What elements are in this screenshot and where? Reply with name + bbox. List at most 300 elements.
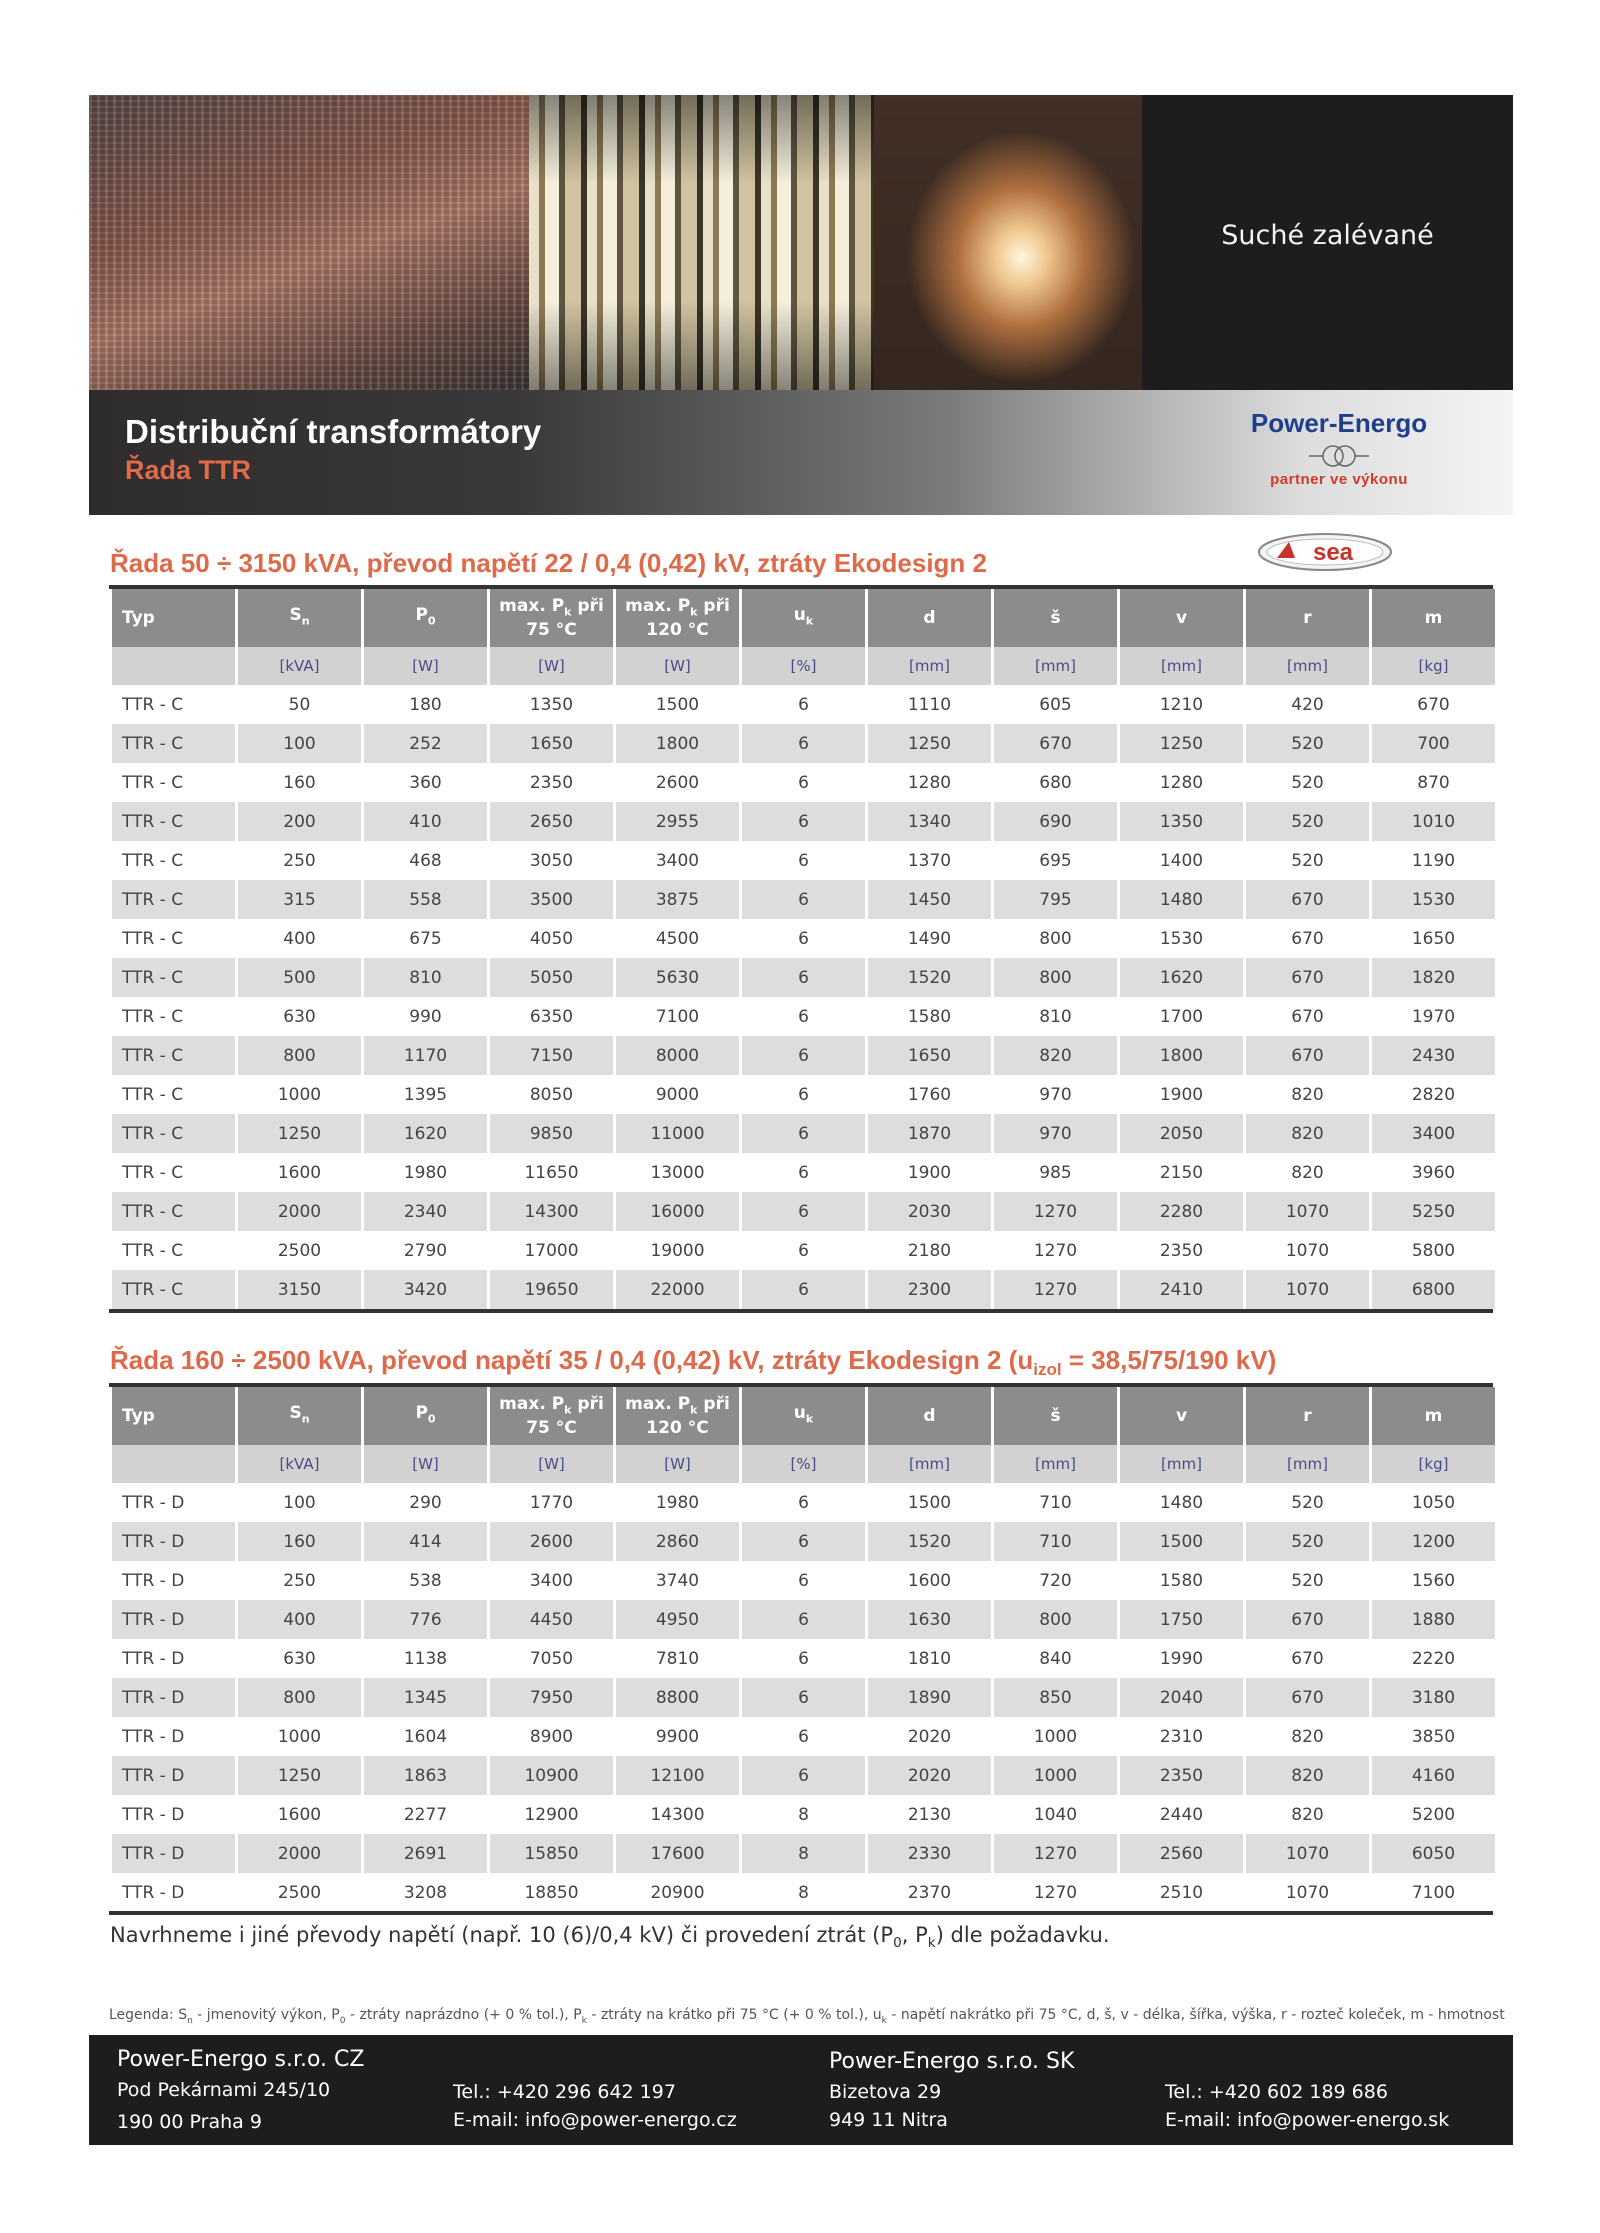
column-header: $P_0$: [364, 589, 487, 647]
column-header: $u_k$: [742, 589, 865, 647]
value-cell: 820: [1291, 1804, 1324, 1825]
value-cell: 1650: [490, 724, 613, 763]
column-header: $S_n$: [238, 589, 361, 647]
value-cell: 6: [742, 724, 865, 763]
value-cell: 520: [1291, 1570, 1324, 1591]
sk-city: 949 11 Nitra: [829, 2109, 948, 2131]
value-cell: 2220: [1411, 1648, 1456, 1669]
value-cell: 1600: [277, 1804, 322, 1825]
value-cell: 1070: [1285, 1882, 1330, 1903]
value-cell: 6: [742, 802, 865, 841]
value-cell: 3850: [1411, 1726, 1456, 1747]
value-cell: 3960: [1411, 1162, 1456, 1183]
value-cell: 1280: [1159, 772, 1204, 793]
value-cell: 9000: [655, 1084, 700, 1105]
value-cell: 1000: [277, 1726, 322, 1747]
value-cell: 6: [798, 1162, 809, 1183]
type-cell: TTR - D: [112, 1678, 235, 1717]
title-band: [89, 390, 1513, 515]
value-cell: 2370: [907, 1882, 952, 1903]
value-cell: 1040: [1033, 1804, 1078, 1825]
series-subtitle: Řada TTR: [125, 455, 252, 485]
value-cell: 6: [742, 880, 865, 919]
value-cell: 6: [742, 1678, 865, 1717]
table-row: [112, 1036, 1495, 1075]
value-cell: 468: [409, 850, 442, 871]
value-cell: 6: [798, 1726, 809, 1747]
value-cell: 8: [798, 1804, 809, 1825]
value-cell: 6: [798, 1492, 809, 1513]
value-cell: 795: [994, 880, 1117, 919]
sk-phone: Tel.: +420 602 189 686: [1165, 2081, 1388, 2103]
value-cell: 1370: [907, 850, 952, 871]
cz-city: 190 00 Praha 9: [117, 2111, 262, 2133]
value-cell: 6: [798, 1006, 809, 1027]
value-cell: 100: [238, 724, 361, 763]
value-cell: 13000: [650, 1162, 705, 1183]
value-cell: 2350: [529, 772, 574, 793]
value-cell: 1520: [868, 958, 991, 997]
value-cell: 400: [238, 1600, 361, 1639]
value-cell: 414: [364, 1522, 487, 1561]
value-cell: 8050: [529, 1084, 574, 1105]
value-cell: 695: [1039, 850, 1072, 871]
cz-email[interactable]: E-mail: info@power-energo.cz: [453, 2109, 737, 2131]
value-cell: 7050: [529, 1648, 574, 1669]
value-cell: 700: [1372, 724, 1495, 763]
legend-text: Legenda: $S_n$ - jmenovitý výkon, $P_0$ - ztráty naprázdno (+ 0 % tol.), $P_k$ - ztráty na krátko při 75 °C (+ 0 % tol.), $u_k$ - napětí nakrátko při 75 °C, d, š, v - délka, šířka, výška, r - rozteč koleček, m - hmotnost: [109, 2007, 1505, 2026]
value-cell: 2050: [1120, 1114, 1243, 1153]
value-cell: 22000: [616, 1270, 739, 1309]
value-cell: 1250: [238, 1114, 361, 1153]
value-cell: 1270: [994, 1834, 1117, 1873]
value-cell: 1280: [907, 772, 952, 793]
type-cell: TTR - C: [122, 772, 184, 793]
value-cell: 4050: [529, 928, 574, 949]
value-cell: 1010: [1372, 802, 1495, 841]
value-cell: 1520: [868, 1522, 991, 1561]
unit-cell: [W]: [490, 1445, 613, 1483]
value-cell: 558: [364, 880, 487, 919]
column-header: š: [994, 589, 1117, 647]
unit-cell: [kg]: [1372, 1445, 1495, 1483]
column-header: max. $P_k$ při 120 °C: [616, 589, 739, 647]
table-row: [112, 1192, 1495, 1231]
type-cell: TTR - C: [112, 1036, 235, 1075]
value-cell: 2440: [1159, 1804, 1204, 1825]
value-cell: 1270: [994, 1270, 1117, 1309]
table-row: [112, 1639, 1495, 1678]
value-cell: 1630: [868, 1600, 991, 1639]
column-header: max. $P_k$ při 120 °C: [616, 1387, 739, 1445]
table-row: [112, 919, 1495, 958]
type-cell: TTR - C: [112, 958, 235, 997]
value-cell: 252: [364, 724, 487, 763]
value-cell: 1050: [1411, 1492, 1456, 1513]
column-header: max. $P_k$ při 75 °C: [490, 589, 613, 647]
column-header: $S_n$: [238, 1387, 361, 1445]
value-cell: 1700: [1159, 1006, 1204, 1027]
value-cell: 5630: [616, 958, 739, 997]
value-cell: 1990: [1159, 1648, 1204, 1669]
value-cell: 800: [994, 1600, 1117, 1639]
table2-heading: Řada 160 ÷ 2500 kVA, převod napětí 35 / 0,4 (0,42) kV, ztráty Ekodesign 2 ($u_{izol} = 38,5/75/190$ kV): [110, 1345, 1277, 1380]
type-cell: TTR - D: [112, 1756, 235, 1795]
value-cell: 6: [742, 1522, 865, 1561]
value-cell: 4160: [1372, 1756, 1495, 1795]
cz-street: Pod Pekárnami 245/10: [117, 2079, 331, 2101]
units-row: [112, 647, 1495, 685]
table-row: [112, 958, 1495, 997]
value-cell: 1604: [403, 1726, 448, 1747]
value-cell: 2955: [616, 802, 739, 841]
value-cell: 6: [742, 1114, 865, 1153]
value-cell: 1810: [907, 1648, 952, 1669]
table-row: [112, 1600, 1495, 1639]
table-row: [112, 1153, 1495, 1192]
value-cell: 520: [1291, 850, 1324, 871]
value-cell: 3050: [529, 850, 574, 871]
value-cell: 6: [798, 1570, 809, 1591]
value-cell: 6350: [529, 1006, 574, 1027]
value-cell: 1500: [907, 1492, 952, 1513]
sk-email[interactable]: E-mail: info@power-energo.sk: [1165, 2109, 1450, 2131]
type-cell: TTR - C: [122, 1084, 184, 1105]
sk-street: Bizetova 29: [829, 2081, 942, 2103]
value-cell: 1900: [907, 1162, 952, 1183]
value-cell: 17600: [616, 1834, 739, 1873]
value-cell: 12900: [524, 1804, 579, 1825]
column-header: š: [994, 1387, 1117, 1445]
value-cell: 670: [1246, 958, 1369, 997]
brand-name: Power-Energo: [1250, 408, 1428, 438]
column-header: v: [1120, 1387, 1243, 1445]
value-cell: 1600: [907, 1570, 952, 1591]
value-cell: 1800: [1120, 1036, 1243, 1075]
type-cell: TTR - D: [122, 1570, 185, 1591]
value-cell: 3208: [403, 1882, 448, 1903]
value-cell: 810: [364, 958, 487, 997]
value-cell: 2430: [1372, 1036, 1495, 1075]
type-cell: TTR - D: [122, 1648, 185, 1669]
value-cell: 520: [1246, 1522, 1369, 1561]
column-header: max. $P_k$ při 75 °C: [490, 1387, 613, 1445]
value-cell: 8000: [616, 1036, 739, 1075]
unit-cell: [mm]: [1120, 647, 1243, 685]
footer-contacts: [89, 2035, 1513, 2145]
value-cell: 670: [1246, 1036, 1369, 1075]
value-cell: 9900: [655, 1726, 700, 1747]
value-cell: 2300: [868, 1270, 991, 1309]
value-cell: 520: [1291, 772, 1324, 793]
value-cell: 250: [283, 1570, 316, 1591]
page-title: Distribuční transformátory: [125, 413, 542, 450]
unit-cell: [W]: [616, 647, 739, 685]
value-cell: 2310: [1159, 1726, 1204, 1747]
value-cell: 2130: [907, 1804, 952, 1825]
value-cell: 1620: [364, 1114, 487, 1153]
value-cell: 1350: [1120, 802, 1243, 841]
value-cell: 670: [1291, 1006, 1324, 1027]
value-cell: 160: [283, 772, 316, 793]
value-cell: 670: [1246, 1678, 1369, 1717]
value-cell: 14300: [490, 1192, 613, 1231]
value-cell: 2600: [490, 1522, 613, 1561]
unit-cell: [W]: [364, 1445, 487, 1483]
value-cell: 6: [798, 1084, 809, 1105]
value-cell: 820: [1291, 1084, 1324, 1105]
value-cell: 630: [283, 1006, 316, 1027]
value-cell: 3400: [1372, 1114, 1495, 1153]
value-cell: 776: [364, 1600, 487, 1639]
value-cell: 6: [742, 1192, 865, 1231]
unit-cell: [mm]: [1246, 1445, 1369, 1483]
spec-table-c: [109, 589, 1498, 1309]
type-cell: TTR - C: [112, 1114, 235, 1153]
value-cell: 8900: [529, 1726, 574, 1747]
value-cell: 3875: [616, 880, 739, 919]
value-cell: 2340: [364, 1192, 487, 1231]
value-cell: 2510: [1159, 1882, 1204, 1903]
value-cell: 1880: [1372, 1600, 1495, 1639]
header-banner: [89, 95, 1513, 515]
value-cell: 1000: [994, 1756, 1117, 1795]
value-cell: 2020: [907, 1726, 952, 1747]
header-row: [112, 589, 1495, 647]
value-cell: 3400: [529, 1570, 574, 1591]
unit-cell: [112, 647, 235, 685]
value-cell: 19000: [650, 1240, 705, 1261]
value-cell: 1170: [364, 1036, 487, 1075]
brand-tagline: partner ve výkonu: [1270, 471, 1408, 488]
value-cell: 820: [1246, 1756, 1369, 1795]
unit-cell: [mm]: [1246, 647, 1369, 685]
value-cell: 1863: [364, 1756, 487, 1795]
value-cell: 3740: [655, 1570, 700, 1591]
value-cell: 50: [288, 694, 311, 715]
type-cell: TTR - C: [112, 802, 235, 841]
value-cell: 670: [1291, 1648, 1324, 1669]
value-cell: 6: [798, 1648, 809, 1669]
type-cell: TTR - D: [122, 1726, 185, 1747]
value-cell: 6: [742, 1600, 865, 1639]
table-row: [112, 1522, 1495, 1561]
type-cell: TTR - C: [122, 694, 184, 715]
table1-heading: Řada 50 ÷ 3150 kVA, převod napětí 22 / 0,4 (0,42) kV, ztráty Ekodesign 2: [110, 548, 987, 578]
category-label: Suché zalévané: [1221, 220, 1434, 251]
value-cell: 3420: [364, 1270, 487, 1309]
value-cell: 6: [742, 1036, 865, 1075]
value-cell: 6050: [1372, 1834, 1495, 1873]
value-cell: 1450: [868, 880, 991, 919]
value-cell: 1650: [868, 1036, 991, 1075]
value-cell: 1480: [1120, 880, 1243, 919]
value-cell: 820: [994, 1036, 1117, 1075]
table-row: [112, 1678, 1495, 1717]
value-cell: 2150: [1159, 1162, 1204, 1183]
value-cell: 800: [238, 1036, 361, 1075]
value-cell: 180: [409, 694, 442, 715]
value-cell: 6: [798, 850, 809, 871]
column-header: $P_0$: [364, 1387, 487, 1445]
type-cell: TTR - C: [112, 1270, 235, 1309]
photo-winding-coil: [89, 95, 529, 390]
brand-logo-block: [1179, 408, 1499, 488]
sea-logo-icon: [1255, 530, 1395, 574]
column-header: Typ: [112, 589, 235, 647]
spec-table-d: [109, 1387, 1498, 1912]
value-cell: 1270: [1033, 1240, 1078, 1261]
type-cell: TTR - D: [122, 1492, 185, 1513]
value-cell: 2350: [1159, 1240, 1204, 1261]
table-row: [112, 1834, 1495, 1873]
value-cell: 800: [238, 1678, 361, 1717]
value-cell: 1210: [1159, 694, 1204, 715]
value-cell: 1970: [1411, 1006, 1456, 1027]
value-cell: 16000: [616, 1192, 739, 1231]
value-cell: 820: [1291, 1726, 1324, 1747]
type-cell: TTR - C: [122, 850, 184, 871]
value-cell: 7100: [655, 1006, 700, 1027]
table-row: [112, 880, 1495, 919]
value-cell: 840: [1039, 1648, 1072, 1669]
value-cell: 1980: [655, 1492, 700, 1513]
value-cell: 6: [798, 694, 809, 715]
type-cell: TTR - C: [122, 1006, 184, 1027]
type-cell: TTR - D: [112, 1600, 235, 1639]
value-cell: 800: [994, 958, 1117, 997]
value-cell: 1250: [238, 1756, 361, 1795]
value-cell: 2600: [655, 772, 700, 793]
value-cell: 3400: [655, 850, 700, 871]
value-cell: 6: [798, 1240, 809, 1261]
value-cell: 200: [238, 802, 361, 841]
column-header: d: [868, 589, 991, 647]
footnote-offer: Navrhneme i jiné převody napětí (např. 10 (6)/0,4 kV) či provedení ztrát ($P_0$, $P_k$) dle požadavku.: [110, 1923, 1110, 1952]
value-cell: 6: [798, 772, 809, 793]
table-row: [112, 724, 1495, 763]
value-cell: 1345: [364, 1678, 487, 1717]
value-cell: 2350: [1120, 1756, 1243, 1795]
value-cell: 2650: [490, 802, 613, 841]
value-cell: 710: [1039, 1492, 1072, 1513]
value-cell: 1070: [1285, 1240, 1330, 1261]
value-cell: 800: [1039, 928, 1072, 949]
value-cell: 6: [798, 928, 809, 949]
value-cell: 520: [1291, 1492, 1324, 1513]
type-cell: TTR - D: [112, 1834, 235, 1873]
value-cell: 1070: [1246, 1192, 1369, 1231]
value-cell: 6800: [1372, 1270, 1495, 1309]
value-cell: 2691: [364, 1834, 487, 1873]
header-row: [112, 1387, 1495, 1445]
value-cell: 820: [1291, 1162, 1324, 1183]
photo-welding: [874, 95, 1142, 390]
value-cell: 970: [994, 1114, 1117, 1153]
value-cell: 9850: [490, 1114, 613, 1153]
value-cell: 2410: [1120, 1270, 1243, 1309]
table-row: [112, 802, 1495, 841]
value-cell: 410: [364, 802, 487, 841]
value-cell: 1190: [1411, 850, 1456, 871]
unit-cell: [%]: [742, 647, 865, 685]
value-cell: 1490: [907, 928, 952, 949]
type-cell: TTR - C: [112, 880, 235, 919]
table-row: [112, 685, 1495, 724]
value-cell: 2790: [403, 1240, 448, 1261]
unit-cell: [kVA]: [238, 1445, 361, 1483]
table-row: [112, 1483, 1495, 1522]
value-cell: 1580: [907, 1006, 952, 1027]
value-cell: 1000: [277, 1084, 322, 1105]
value-cell: 500: [238, 958, 361, 997]
value-cell: 4450: [490, 1600, 613, 1639]
value-cell: 4950: [616, 1600, 739, 1639]
unit-cell: [mm]: [994, 1445, 1117, 1483]
value-cell: 160: [238, 1522, 361, 1561]
value-cell: 400: [283, 928, 316, 949]
value-cell: 820: [1246, 1114, 1369, 1153]
value-cell: 2820: [1411, 1084, 1456, 1105]
value-cell: 680: [1039, 772, 1072, 793]
value-cell: 2500: [277, 1240, 322, 1261]
value-cell: 630: [283, 1648, 316, 1669]
value-cell: 990: [409, 1006, 442, 1027]
column-header: r: [1246, 589, 1369, 647]
type-cell: TTR - C: [122, 1240, 184, 1261]
value-cell: 290: [409, 1492, 442, 1513]
unit-cell: [W]: [364, 647, 487, 685]
unit-cell: [mm]: [994, 647, 1117, 685]
value-cell: 1600: [277, 1162, 322, 1183]
value-cell: 360: [409, 772, 442, 793]
value-cell: 1530: [1159, 928, 1204, 949]
value-cell: 1530: [1372, 880, 1495, 919]
value-cell: 520: [1246, 802, 1369, 841]
value-cell: 670: [994, 724, 1117, 763]
value-cell: 5800: [1411, 1240, 1456, 1261]
value-cell: 1980: [403, 1162, 448, 1183]
value-cell: 1110: [907, 694, 952, 715]
value-cell: 970: [1039, 1084, 1072, 1105]
value-cell: 6: [742, 1270, 865, 1309]
column-header: Typ: [112, 1387, 235, 1445]
value-cell: 1200: [1372, 1522, 1495, 1561]
table-row: [112, 763, 1495, 802]
value-cell: 2030: [868, 1192, 991, 1231]
value-cell: 870: [1417, 772, 1450, 793]
value-cell: 1770: [529, 1492, 574, 1513]
unit-cell: [mm]: [868, 647, 991, 685]
value-cell: 4500: [655, 928, 700, 949]
value-cell: 675: [409, 928, 442, 949]
value-cell: 3150: [238, 1270, 361, 1309]
column-header: m: [1372, 1387, 1495, 1445]
value-cell: 14300: [650, 1804, 705, 1825]
value-cell: 1650: [1411, 928, 1456, 949]
unit-cell: [mm]: [1120, 1445, 1243, 1483]
value-cell: 670: [1417, 694, 1450, 715]
value-cell: 1270: [1033, 1882, 1078, 1903]
column-header: r: [1246, 1387, 1369, 1445]
type-cell: TTR - D: [112, 1522, 235, 1561]
value-cell: 18850: [524, 1882, 579, 1903]
value-cell: 6: [742, 958, 865, 997]
value-cell: 1070: [1246, 1270, 1369, 1309]
value-cell: 11000: [616, 1114, 739, 1153]
value-cell: 1500: [1120, 1522, 1243, 1561]
value-cell: 5200: [1411, 1804, 1456, 1825]
